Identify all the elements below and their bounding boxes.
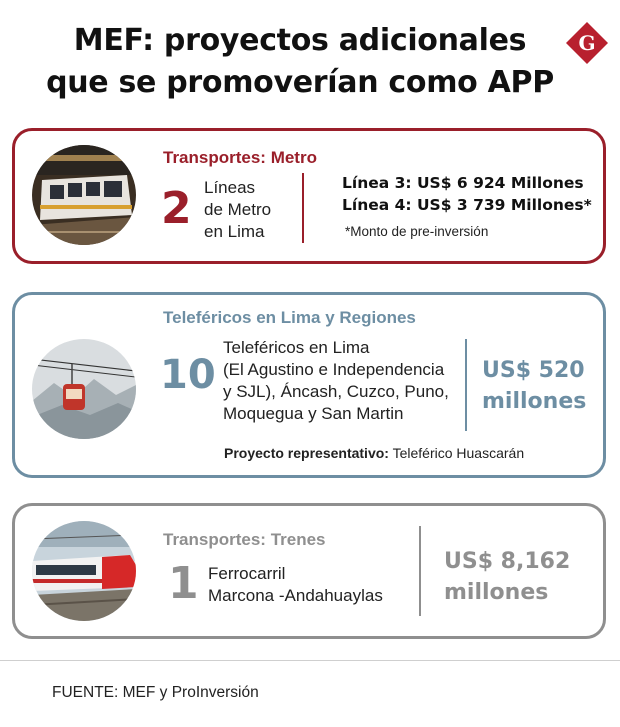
metro-line3: Línea 3: US$ 6 924 Millones <box>342 174 584 192</box>
metro-desc-line: de Metro <box>204 200 272 219</box>
metro-desc-line: en Lima <box>204 222 265 241</box>
representative-label: Proyecto representativo: <box>224 445 389 461</box>
teleferico-amount <box>482 355 586 417</box>
metro-category: Transportes: Metro <box>163 148 317 167</box>
trenes-amount-unit: millones <box>444 580 549 605</box>
metro-card <box>12 128 606 264</box>
teleferico-description <box>223 337 449 425</box>
logo-letter: G <box>578 31 596 55</box>
gestion-logo <box>566 22 608 64</box>
representative-value: Teleférico Huascarán <box>392 445 525 461</box>
teleferico-count: 10 <box>160 352 216 398</box>
metro-note: *Monto de pre-inversión <box>345 224 489 239</box>
teleferico-amount-value: US$ 520 <box>482 358 585 383</box>
teleferico-divider <box>465 339 467 431</box>
teleferico-card <box>12 292 606 478</box>
metro-count: 2 <box>161 183 192 234</box>
teleferico-desc-line: (El Agustino e Independencia <box>223 360 445 379</box>
title-line-1: MEF: proyectos adicionales <box>73 23 527 58</box>
trenes-amount <box>444 546 570 608</box>
trenes-card <box>12 503 606 639</box>
title-line-2: que se promoverían como APP <box>46 65 554 100</box>
trenes-desc-line: Marcona -Andahuaylas <box>208 586 383 605</box>
metro-line4: Línea 4: US$ 3 739 Millones* <box>342 196 592 214</box>
teleferico-desc-line: Teleféricos en Lima <box>223 338 370 357</box>
teleferico-desc-line: Moquegua y San Martin <box>223 404 404 423</box>
page-title <box>40 20 560 104</box>
trenes-desc-line: Ferrocarril <box>208 564 286 583</box>
teleferico-amount-unit: millones <box>482 389 587 414</box>
footer-divider <box>0 660 620 661</box>
teleferico-representative <box>224 445 524 461</box>
source-note: FUENTE: MEF y ProInversión <box>52 684 259 701</box>
metro-description <box>204 177 271 243</box>
trenes-amount-value: US$ 8,162 <box>444 549 571 574</box>
train-photo <box>32 521 136 621</box>
metro-train-photo <box>32 145 136 245</box>
metro-desc-line: Líneas <box>204 178 256 197</box>
trenes-category: Transportes: Trenes <box>163 530 326 549</box>
cable-car-photo <box>32 339 136 439</box>
teleferico-category: Teleféricos en Lima y Regiones <box>163 308 416 327</box>
teleferico-desc-line: y SJL), Áncash, Cuzco, Puno, <box>223 382 449 401</box>
trenes-count: 1 <box>168 558 199 609</box>
trenes-description <box>208 563 383 607</box>
trenes-divider <box>419 526 421 616</box>
metro-divider <box>302 173 304 243</box>
